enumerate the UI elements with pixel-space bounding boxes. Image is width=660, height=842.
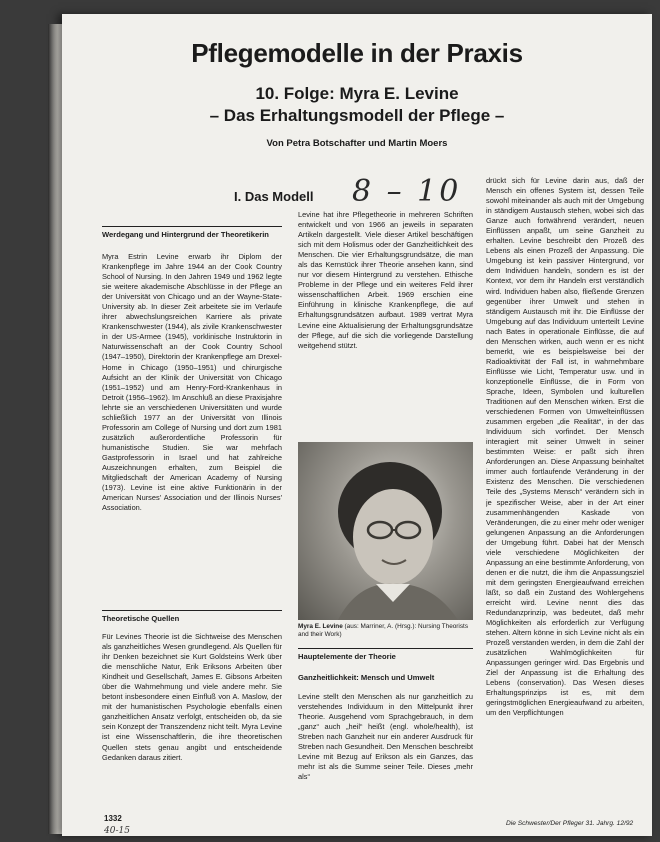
page-handwritten-number: 40-15 <box>104 826 130 836</box>
biography-paragraph: Myra Estrin Levine erwarb ihr Diplom der Krankenpflege im Jahre 1944 an der Cook Country School of Nursing. In den Jahren 1949 und 1962 legte sie weitere akademische Abschlüsse in der Pflege an der Universität von Chicago und an der Wayne-State-University ab. In dieser Zeit arbeitete sie im Verlaufe ihrer abwechslungsreichen Karriere als private Krankenschwester (1944), als zivile Krankenschwester in der US-Armee (1945), vorklinische Instruktorin in Naturwissenschaft an der Cook Country School (1947–1950), Direktorin der Krankenpflege am Drexel-Home in Chicago (1950–1951) und chirurgische Aufsicht an der Klinik der Universität von Chicago (1951–1952) und am Henry-Ford-Krankenhaus in Detroit (1956–1962). Im Anschluß an diese Praxisjahre lehrte sie an verschiedenen Universitäten und wurde schließlich 1977 an der Universität von Illinois Professorin am College of Nursing und dort zum 1981 zusätzlich außerordentliche Professorin für humanistische Studien. Sie war mehrfach Gastprofessorin in Israel und hat zahlreiche Auszeichnungen erhalten, zum Beispiel die Mitgliedschaft der American Academy of Nursing (1973). Levine ist eine aktive Funktionärin in der American Nurses' Association und der Illinois Nurses' Association. <box>102 252 282 513</box>
page-number: 1332 <box>104 814 122 823</box>
photo-caption-name: Myra E. Levine <box>298 623 343 630</box>
photo-caption <box>298 623 473 639</box>
biography-heading: Werdegang und Hintergrund der Theoretikerin <box>102 226 282 240</box>
intro-text <box>298 210 473 438</box>
portrait-illustration <box>298 442 473 620</box>
adaptation-paragraph: drückt sich für Levine darin aus, daß der Mensch ein offenes System ist, dessen Teile sowohl miteinander als auch mit der Umgebung in ständigem Austausch stehen, wobei sich das Ganze auch fortwährend verändert, neuen Einflüssen anpaßt, um seine Ganzheit zu erhalten. Levine beschreibt den Prozeß des Lebens als einen Prozeß der Anpassung. Die Umgebung ist kein passiver Hintergrund, vor dem Individuen handeln, sondern es ist der Kontext, vor dem ihr Handeln erst verständlich wird. Individuen haben also, fließende Grenzen gegenüber ihrer Umwelt und stehen in ständigem Austausch mit ihr. Die Einflüsse der Umgebung auf das Individuum unterteilt Levine nach Bates in operationale Einflüsse, die auf den Menschen wirken, auch wenn er es nicht bemerkt, wie es beispielsweise bei der Radioaktivität der Fall ist, in wahrnehmbare Einflüsse wie Licht, Temperatur usw. und in konzeptionelle Einflüsse, die in Form von Sprache, Ideen, Symbolen und kulturellen Traditionen auf den Menschen wirken. Erst die verschiedenen Formen von Umwelteinflüssen zusammen ergeben „die Realität“, in der das Individuum sich vorfindet. Der Mensch interagiert mit seiner Umwelt in seiner bestimmten Weise: er paßt sich ihren Anforderungen an. Diese Anpassung beinhaltet immer auch fortlaufende Veränderung in der Existenz des Menschen. Die verschiedenen Teile des „Systems Mensch“ verändern sich in je spezifischer Weise, aber in der Art einer zusammenhängenden Kaskade von Veränderungen, die zu einer mehr oder weniger gelungenen Anpassung an die Anforderungen der Umgebung führt. Dabei hat der Mensch viele verschiedene Möglichkeiten der Anpassung an eine bestimmte Anforderung, von denen er die nutzt, die ihm die Anpassungsziel mit dem geringsten Energieaufwand erreichen läßt, so daß ein Zustand des Wohlergehens erreicht wird. Levine nennt dies das Redundanzprinzip, was bedeutet, daß mehr Möglichkeiten als erforderlich zur Verfügung stehen. Altern könne in sich Levine nicht als ein Prozeß verstanden werden, in dem die Zahl der zusätzlichen Wahlmöglichkeiten für Anpassungen geringer wird. Das Ergebnis und Ziel der Anpassung ist die Erhaltung des Lebens (conservation). Das Wesen dieses Erhaltungsprinzips ist es, mit dem geringstmöglichen Energieaufwand zu arbeiten, um den Verpflichtungen <box>486 176 644 718</box>
holism-subheading: Ganzheitlichkeit: Mensch und Umwelt <box>298 673 435 682</box>
holism-paragraph: Levine stellt den Menschen als nur ganzheitlich zu verstehendes Individuum in den Mittelpunkt ihrer Theorie. Ausgehend vom Sprachgebrauch, in dem „ganz“ auch „heil“ heißt (engl. whole/health), ist Streben nach Ganzheit nur ein anderer Ausdruck für Streben nach Gesundheit. Den Menschen beschreibt Levine mit Bezug auf Erikson als ein Ganzes, das mehr ist als die Summe seiner Teile. Dieses „mehr als“ <box>298 692 473 782</box>
sources-text <box>102 632 282 810</box>
sources-paragraph: Für Levines Theorie ist die Sichtweise des Menschen als ganzheitliches Wesen grundlegend. Als Quellen für ihr Denken bezeichnet sie Kurt Goldsteins Werk über die menschliche Natur, Erik Eriksons Arbeiten über Kindheit und Gesellschaft, James E. Gibsons Arbeiten über die Wahrnehmung und viele andere mehr. Sie betont insbesondere einen Einfluß von A. Maslow, der mit der humanistischen Psychologie ebenfalls einen ganzheitlichen Ansatz verfolgt, entscheiden ob, da sie sein Konzept der Transzendenz nicht teilt. Myra Levine ist eine Wissenschaftlerin, die ihre theoretischen Quellen stets genau angibt und entscheidende Gedanken daraus zitiert. <box>102 632 282 762</box>
article-title: Pflegemodelle in der Praxis <box>191 38 523 68</box>
intro-paragraph: Levine hat ihre Pflegetheorie in mehreren Schriften entwickelt und von 1966 an jeweils in separaten Artikeln dargestellt. Viele dieser Artikel beschäftigen sich mit dem Holismus oder der Ganzheitlichkeit des Menschen. Die vier Erhaltungsgrundsätze, die man als das Kernstück ihrer Theorie ansehen kann, sind nur vor diesem Hintergrund zu verstehen. Ethische Probleme in der Pflege und ein weiteres Feld ihrer wissenschaftlichen Arbeit. 1969 erschien eine Einführung in klinische Krankenpflege, die auf Erhaltungsgrundsätzen aufbaut. 1989 vertrat Myra Levine eine Aktualisierung der Erhaltungsgrundsätze der Pflege, auf die sich die vorliegende Darstellung weitgehend stützt. <box>298 210 473 350</box>
journal-reference: Die Schwester/Der Pfleger 31. Jahrg. 12/92 <box>506 820 634 827</box>
biography-text <box>102 252 282 602</box>
portrait-photo <box>298 442 473 620</box>
section-heading: I. Das Modell <box>234 189 314 204</box>
sources-heading: Theoretische Quellen <box>102 610 282 624</box>
right-column-text <box>486 176 644 816</box>
theory-heading: Hauptelemente der Theorie <box>298 648 473 662</box>
handwritten-note: 8 – 10 <box>352 174 462 209</box>
holism-text <box>298 692 473 812</box>
article-authors: Von Petra Botschafter und Martin Moers <box>266 138 448 149</box>
photo-caption-source: (aus: Marriner, A. (Hrsg.): Nursing Theorists and their Work) <box>298 623 469 638</box>
article-subtitle-series: 10. Folge: Myra E. Levine <box>255 84 459 103</box>
article-subtitle-topic: – Das Erhaltungsmodell der Pflege – <box>209 106 505 125</box>
journal-page <box>62 14 652 836</box>
